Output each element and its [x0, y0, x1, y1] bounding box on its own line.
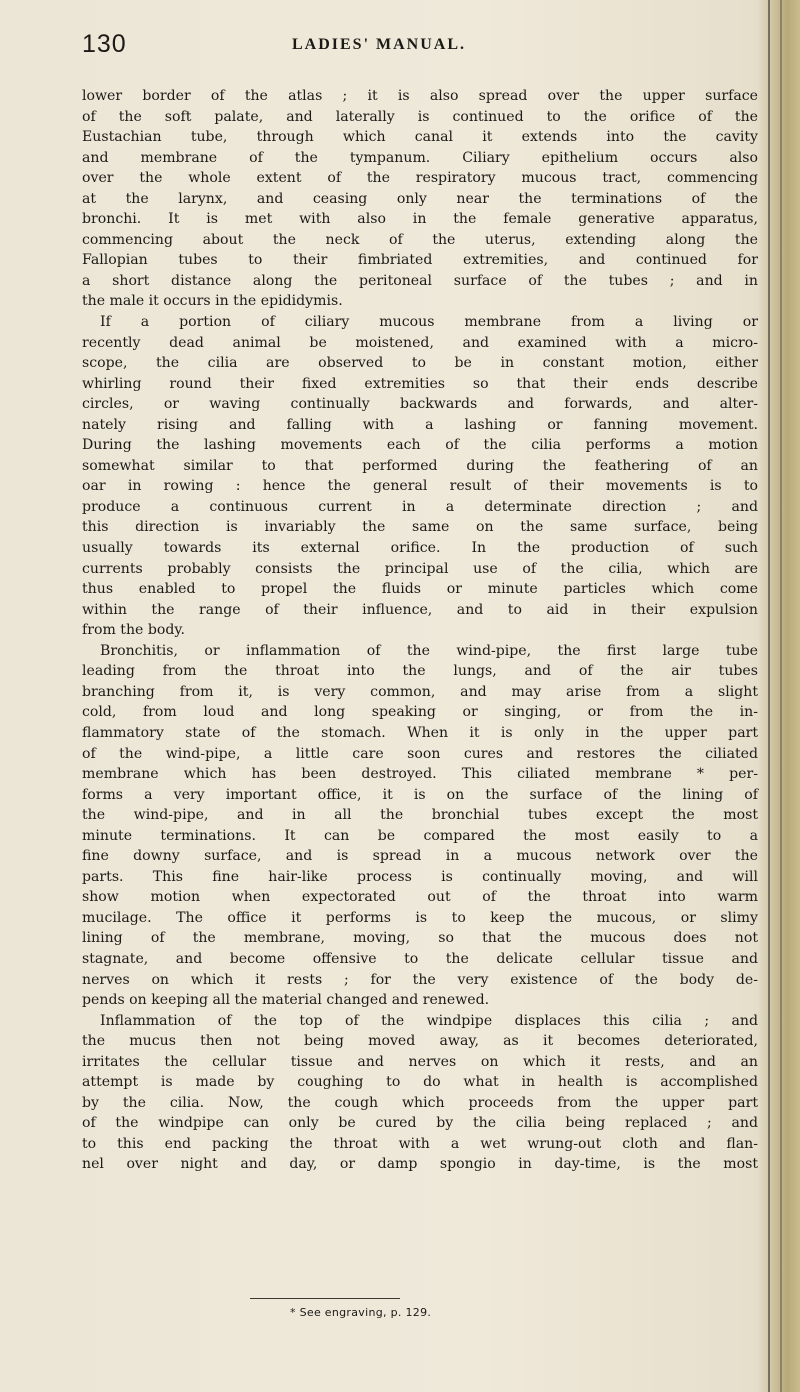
text-line: of the wind-pipe, a little care soon cures and restores the ciliated [82, 745, 758, 762]
text-line: cold, from loud and long speaking or singing, or from the in- [82, 704, 758, 721]
text-line: lower border of the atlas ; it is also spread over the upper surface [82, 88, 758, 104]
text-line: this direction is invariably the same on the same surface, being [82, 519, 758, 536]
text-line: circles, or waving continually backwards and forwards, and alter- [82, 396, 758, 413]
page-header [82, 30, 762, 58]
text-line: lining of the membrane, moving, so that the mucous does not [82, 930, 758, 947]
text-line: mucilage. The office it performs is to keep the mucous, or slimy [82, 909, 758, 926]
page-edge-line [780, 0, 782, 1392]
text-line: thus enabled to propel the fluids or minute particles which come [82, 581, 758, 598]
text-line: at the larynx, and ceasing only near the terminations of the [82, 190, 758, 207]
text-line: nately rising and falling with a lashing or fanning movement. [82, 416, 758, 433]
text-line: the wind-pipe, and in all the bronchial tubes except the most [82, 807, 758, 824]
text-line: membrane which has been destroyed. This ciliated membrane * per- [82, 766, 758, 783]
footnote-rule [250, 1298, 400, 1299]
text-line: somewhat similar to that performed during the feathering of an [82, 457, 758, 474]
text-line: Eustachian tube, through which canal it extends into the cavity [82, 129, 758, 146]
text-line: irritates the cellular tissue and nerves on which it rests, and an [82, 1053, 758, 1070]
text-line: flammatory state of the stomach. When it is only in the upper part [82, 724, 758, 741]
text-line: a short distance along the peritoneal surface of the tubes ; and in [82, 272, 758, 289]
text-line: the male it occurs in the epididymis. [82, 293, 343, 310]
text-line: stagnate, and become offensive to the delicate cellular tissue and [82, 950, 758, 967]
page-number: 130 [82, 30, 127, 58]
running-head: LADIES' MANUAL. [292, 36, 467, 53]
text-line: fine downy surface, and is spread in a mucous network over the [82, 848, 758, 865]
footnote: * See engraving, p. 129. [290, 1306, 432, 1319]
text-line: produce a continuous current in a determinate direction ; and [82, 498, 758, 515]
text-line: forms a very important office, it is on the surface of the lining of [82, 786, 758, 803]
text-line: pends on keeping all the material changed and renewed. [82, 992, 490, 1009]
text-line: currents probably consists the principal use of the cilia, which are [82, 560, 758, 577]
text-line: oar in rowing : hence the general result of their movements is to [82, 478, 758, 495]
text-line: and membrane of the tympanum. Ciliary epithelium occurs also [82, 149, 758, 166]
text-line: During the lashing movements each of the cilia performs a motion [82, 437, 758, 454]
text-line: Bronchitis, or inflammation of the wind-pipe, the first large tube [100, 642, 758, 659]
text-line: to this end packing the throat with a wet wrung-out cloth and flan- [82, 1135, 758, 1152]
text-line: over the whole extent of the respiratory mucous tract, commencing [82, 170, 758, 187]
text-line: within the range of their influence, and to aid in their expulsion [82, 601, 758, 618]
text-line: Inflammation of the top of the windpipe displaces this cilia ; and [100, 1012, 758, 1029]
text-line: branching from it, is very common, and may arise from a slight [82, 683, 758, 700]
text-line: parts. This fine hair-like process is continually moving, and will [82, 868, 758, 885]
text-line: nel over night and day, or damp spongio in day-time, is the most [82, 1156, 758, 1173]
text-line: minute terminations. It can be compared the most easily to a [82, 827, 758, 844]
text-line: show motion when expectorated out of the throat into warm [82, 889, 758, 906]
text-line: leading from the throat into the lungs, and of the air tubes [82, 663, 758, 680]
text-line: from the body. [82, 622, 185, 639]
text-line: scope, the cilia are observed to be in constant motion, either [82, 355, 758, 372]
text-line: If a portion of ciliary mucous membrane from a living or [100, 314, 758, 331]
text-line: Fallopian tubes to their fimbriated extremities, and continued for [82, 252, 758, 269]
text-line: attempt is made by coughing to do what in health is accomplished [82, 1074, 758, 1091]
text-line: usually towards its external orifice. In the production of such [82, 540, 758, 557]
text-line: bronchi. It is met with also in the female generative apparatus, [82, 211, 758, 228]
text-line: of the windpipe can only be cured by the cilia being replaced ; and [82, 1115, 758, 1132]
text-line: commencing about the neck of the uterus, extending along the [82, 231, 758, 248]
text-line: by the cilia. Now, the cough which proceeds from the upper part [82, 1094, 758, 1111]
body-text [82, 86, 758, 1175]
page-edge-line [768, 0, 770, 1392]
text-line: whirling round their fixed extremities so that their ends describe [82, 375, 758, 392]
text-line: of the soft palate, and laterally is continued to the orifice of the [82, 108, 758, 125]
text-line: nerves on which it rests ; for the very existence of the body de- [82, 971, 758, 988]
text-line: recently dead animal be moistened, and examined with a micro- [82, 334, 758, 351]
text-line: the mucus then not being moved away, as it becomes deteriorated, [82, 1033, 758, 1050]
page-edge-shadow [758, 0, 800, 1392]
